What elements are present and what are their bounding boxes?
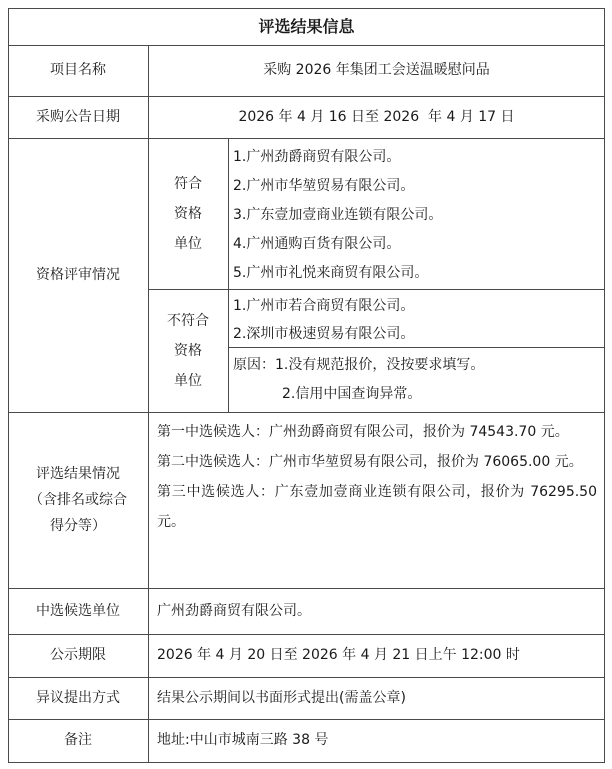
reason-item: 2.信用中国查询异常。 [282, 386, 422, 402]
qualified-label-line: 资格 [174, 205, 202, 222]
candidate-entry: 第二中选候选人：广州市华堃贸易有限公司，报价为 76065.00 元。 [157, 454, 583, 470]
qualified-unit: 2.广州市华堃贸易有限公司。 [233, 178, 415, 194]
qualified-unit: 4.广州通购百货有限公司。 [233, 236, 401, 252]
remarks-value: 地址:中山市城南三路 38 号 [157, 732, 329, 749]
project-value: 采购 2026 年集团工会送温暖慰问品 [263, 62, 490, 79]
selected-unit-label: 中选候选单位 [36, 602, 120, 619]
qualification-label: 资格评审情况 [36, 266, 120, 283]
qualified-unit: 1.广州劲爵商贸有限公司。 [233, 149, 401, 165]
objection-label: 异议提出方式 [36, 689, 120, 706]
rule [228, 138, 229, 412]
publicity-period-value: 2026 年 4 月 20 日至 2026 年 4 月 21 日上午 12:00 时 [157, 647, 520, 664]
reason-prefix: 原因： [233, 357, 275, 373]
unqualified-label [148, 289, 228, 412]
remarks-label: 备注 [64, 732, 92, 749]
candidate-entry: 第三中选候选人：广东壹加壹商业连锁有限公司，报价为 76295.50 元。 [157, 484, 597, 530]
publicity-period-label: 公示期限 [50, 647, 106, 664]
objection-value: 结果公示期间以书面形式提出(需盖公章) [157, 689, 406, 706]
reason-item: 1.没有规范报价，没按要求填写。 [275, 357, 485, 373]
qualified-label-line: 符合 [174, 175, 202, 192]
evaluation-label [8, 412, 148, 588]
table-title: 评选结果信息 [258, 16, 355, 36]
evaluation-candidates [157, 417, 597, 537]
project-label: 项目名称 [50, 62, 106, 79]
qualified-unit: 3.广东壹加壹商业连锁有限公司。 [233, 207, 443, 223]
unqualified-label-line: 单位 [174, 372, 202, 389]
announcement-date-value: 2026 年 4 月 16 日至 2026 年 4 月 17 日 [238, 108, 515, 125]
qualified-label-line: 单位 [174, 235, 202, 252]
unqualified-reason [233, 355, 484, 375]
rule [8, 762, 605, 763]
evaluation-label-line: 得分等） [50, 518, 106, 534]
selected-unit-value: 广州劲爵商贸有限公司。 [157, 602, 311, 619]
qualified-unit: 5.广州市礼悦来商贸有限公司。 [233, 265, 429, 281]
unqualified-label-line: 不符合 [167, 312, 209, 329]
unqualified-unit: 1.广州市若合商贸有限公司。 [233, 298, 415, 314]
evaluation-label-line: （含排名或综合 [29, 492, 127, 508]
unqualified-unit: 2.深圳市极速贸易有限公司。 [233, 326, 415, 342]
unqualified-label-line: 资格 [174, 342, 202, 359]
qualified-label [148, 138, 228, 289]
candidate-entry: 第一中选候选人：广州劲爵商贸有限公司，报价为 74543.70 元。 [157, 424, 569, 440]
rule [228, 347, 605, 348]
evaluation-label-line: 评选结果情况 [36, 466, 120, 482]
announcement-date-label: 采购公告日期 [36, 108, 120, 125]
